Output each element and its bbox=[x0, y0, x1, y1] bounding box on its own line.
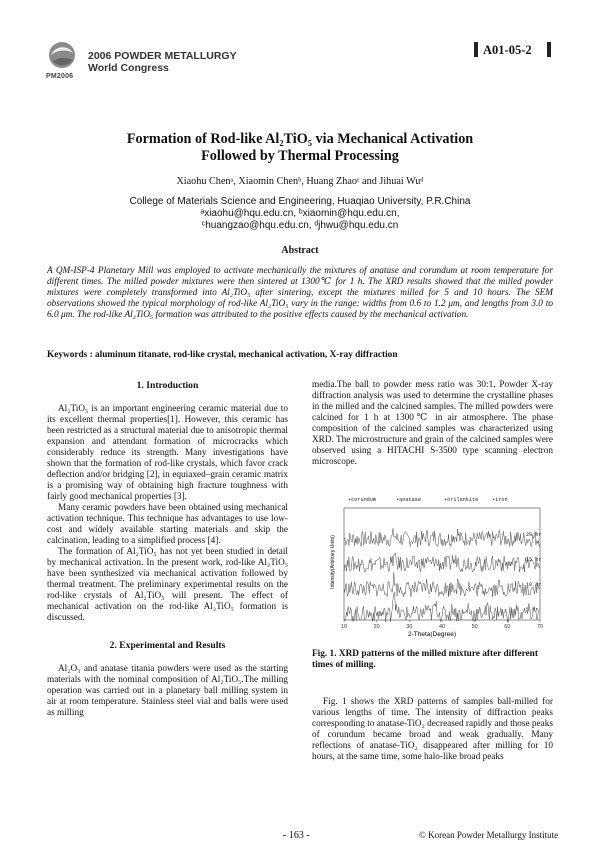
results-paragraph: Fig. 1 shows the XRD patterns of samples ball-milled for various lengths of time. The intensity of diffraction peaks corresponding to anatase-TiO₂ decreased rapidly and those peaks of corundum became broad and weak gradually. Many reflections of anatase-TiO₂ disappeared after milling for 10 hours, at the same time, some halo-like broad peaks bbox=[312, 697, 553, 762]
experimental-paragraph-1: Al₂O₃ and anatase titania powders were used as the starting materials with the nominal composition of Al₂TiO₅.The milling operation was carried out in a planetary ball milling system in air at room temperature. Stainless steel vial and balls were used as milling bbox=[47, 664, 288, 718]
series-label: 15 hr bbox=[526, 557, 542, 563]
series-label: 20 hr bbox=[526, 532, 542, 538]
chart-x-ticks bbox=[341, 620, 543, 630]
x-tick-label: 10 bbox=[340, 624, 348, 630]
section-heading-experimental: 2. Experimental and Results bbox=[109, 640, 226, 651]
abstract-text: A QM-ISP-4 Planetary Mill was employed to activate mechanically the mixtures of anatase and corundum at room temperature for different times. The milled powder mixtures were then sintered at 1300℃ for 1 h. The XRD results showed that the milled powder mixtures were completely transformed into Al₂TiO₅ after sintering, except the mixtures milled for 5 and 10 hours. The SEM observations showed the typical morphology of rod-like Al₂TiO₅ vary in the range: widths from 0.6 to 1.2 μm, and lengths from 3.0 to 6.0 μm. The rod-like Al₂TiO₅ formation was attributed to the positive effects caused by the mechanical activation. bbox=[47, 266, 553, 321]
legend-entry: •corundum bbox=[348, 497, 377, 503]
x-tick-label: 30 bbox=[406, 624, 413, 630]
series-label: 5 hr bbox=[526, 607, 539, 613]
x-tick-label: 20 bbox=[373, 624, 380, 630]
conference-line1: 2006 POWDER METALLURGY bbox=[88, 50, 237, 62]
intro-paragraph-3: The formation of Al₂TiO₅ has not yet been studied in detail by mechanical activation. In the present work, rod-like Al₂TiO₅ have been synthesized via mechanical activation followed by thermal treatment. The preliminary experimental results on the rod-like crystals of Al₂TiO₅ will present. The effect of mechanical activation on the rod-like Al₂TiO₅ formation is discussed. bbox=[47, 547, 288, 623]
title-line2: Followed by Thermal Processing bbox=[201, 148, 399, 164]
copyright: © Korean Powder Metallurgy Institute bbox=[419, 830, 559, 840]
xrd-series-line bbox=[344, 592, 540, 622]
conference-name bbox=[88, 50, 237, 74]
pm2006-logo-icon bbox=[47, 41, 77, 73]
abstract-heading: Abstract bbox=[281, 245, 319, 256]
page-number: - 163 - bbox=[283, 830, 310, 841]
xrd-series-line bbox=[344, 553, 540, 572]
right-column-bottom bbox=[312, 697, 553, 763]
left-column bbox=[47, 380, 288, 719]
xrd-series-line bbox=[344, 528, 540, 547]
affiliation-line2: ᵃxiaohu@hqu.edu.cn, ᵇxiaomin@hqu.edu.cn, bbox=[200, 207, 400, 219]
plot-frame bbox=[344, 508, 540, 620]
legend-entry: •iron bbox=[492, 497, 508, 503]
x-axis-label: 2-Theta(Degree) bbox=[407, 631, 457, 638]
title-line1: Formation of Rod-like Al₂TiO₅ via Mechanical Activation bbox=[126, 131, 474, 147]
xrd-chart bbox=[312, 492, 553, 642]
xrd-series-line bbox=[344, 572, 540, 597]
series-label: 10 hr bbox=[526, 582, 542, 588]
chart-frame bbox=[344, 508, 540, 620]
logo-label: PM2006 bbox=[46, 73, 74, 80]
intro-paragraph-1: Al₂TiO₅ is an important engineering ceramic material due to its excellent thermal properties[1]. However, this ceramic has been restricted as a structural material due to anisotropic thermal expansion and attendant formation of microcracks which considerably reduce its strength. Many investigations have shown that the formation of rod-like crystals, which favor crack deflection and/or bridging [2], in equiaxed–grain ceramic matrix is a promising way of obtaining high fracture toughness with fairly good mechanical properties [3]. bbox=[47, 404, 288, 502]
x-tick-label: 50 bbox=[471, 624, 478, 630]
paper-title bbox=[60, 131, 540, 165]
authors: Xiaohu Chenᵃ, Xiaomin Chenᵇ, Huang Zhaoᶜ and Jihuai Wuᵈ bbox=[176, 176, 424, 187]
chart-series bbox=[344, 528, 542, 622]
code-bar-right bbox=[547, 42, 551, 57]
code-bar-left bbox=[474, 42, 478, 57]
x-tick-label: 70 bbox=[536, 624, 544, 630]
y-axis-label: Intensity(Arbitrary Units) bbox=[330, 535, 336, 589]
paper-code: A01-05-2 bbox=[483, 43, 532, 57]
intro-paragraph-2: Many ceramic powders have been obtained using mechanical activation technique. This technique has advantages to use low-cost and widely available starting materials and skip the calcination, leading to a simplified process [4]. bbox=[47, 503, 288, 546]
x-tick-label: 40 bbox=[438, 624, 446, 630]
x-tick-label: 60 bbox=[504, 624, 511, 630]
chart-legend bbox=[348, 497, 508, 503]
affiliation bbox=[60, 196, 540, 231]
affiliation-line3: ᶜhuangzao@hqu.edu.cn, ᵈjhwu@hqu.edu.cn bbox=[201, 219, 399, 231]
legend-entry: •anatase bbox=[396, 497, 421, 503]
figure-caption: Fig. 1. XRD patterns of the milled mixture after different times of milling. bbox=[312, 649, 538, 670]
affiliation-line1: College of Materials Science and Engineering, Huaqiao University, P.R.China bbox=[129, 196, 471, 207]
keywords: Keywords : aluminum titanate, rod-like crystal, mechanical activation, X-ray diffraction bbox=[47, 350, 398, 360]
legend-entry: •orilankite bbox=[444, 497, 479, 503]
conference-line2: World Congress bbox=[88, 62, 169, 74]
right-column-top: media.The ball to powder mess ratio was 30:1. Powder X-ray diffraction analysis was used to determine the crystalline phases in the milled and the calcined samples. The milled powders were calcined for 1 h at 1300℃ in air atmosphere. The phase composition of the calcined samples was characterized using XRD. The microstructure and grain of the calcined samples were observed using a HITACHI S-3500 type scanning electron microscope. bbox=[312, 380, 553, 467]
section-heading-introduction: 1. Introduction bbox=[136, 380, 199, 391]
